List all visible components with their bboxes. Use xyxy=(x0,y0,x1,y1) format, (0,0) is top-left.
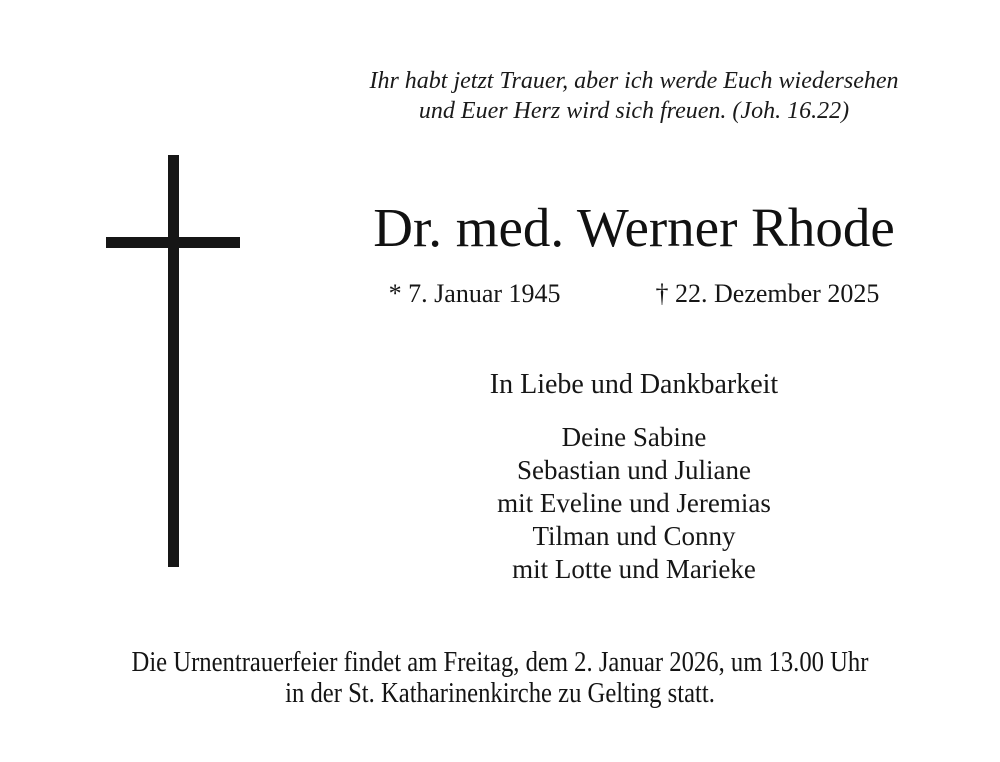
life-dates xyxy=(334,279,934,309)
epigraph-line-1: Ihr habt jetzt Trauer, aber ich werde Euch wiedersehen xyxy=(369,68,899,94)
mourner-line: mit Eveline und Jeremias xyxy=(497,488,771,518)
mourner-line: Deine Sabine xyxy=(561,422,707,452)
latin-cross-icon xyxy=(106,155,240,567)
mourner-line: Sebastian und Juliane xyxy=(517,455,751,485)
epigraph-line-2: und Euer Herz wird sich freuen. (Joh. 16.22) xyxy=(418,98,850,124)
deceased-name: Dr. med. Werner Rhode xyxy=(373,197,895,258)
epigraph xyxy=(334,66,934,126)
funeral-info-line-2: in der St. Katharinenkirche zu Gelting statt. xyxy=(285,678,715,709)
birth-date: * 7. Januar 1945 xyxy=(388,279,561,308)
cross-horizontal-bar xyxy=(106,237,240,248)
funeral-info-line-1: Die Urnentrauerfeier findet am Freitag, dem 2. Januar 2026, um 13.00 Uhr xyxy=(131,647,869,678)
mourner-line: Tilman und Conny xyxy=(532,521,736,551)
tribute-heading: In Liebe und Dankbarkeit xyxy=(489,369,779,400)
funeral-info xyxy=(60,647,940,709)
mourners-list xyxy=(334,421,934,586)
death-date: † 22. Dezember 2025 xyxy=(655,279,880,308)
cross-vertical-bar xyxy=(168,155,179,567)
mourner-line: mit Lotte und Marieke xyxy=(512,554,756,584)
